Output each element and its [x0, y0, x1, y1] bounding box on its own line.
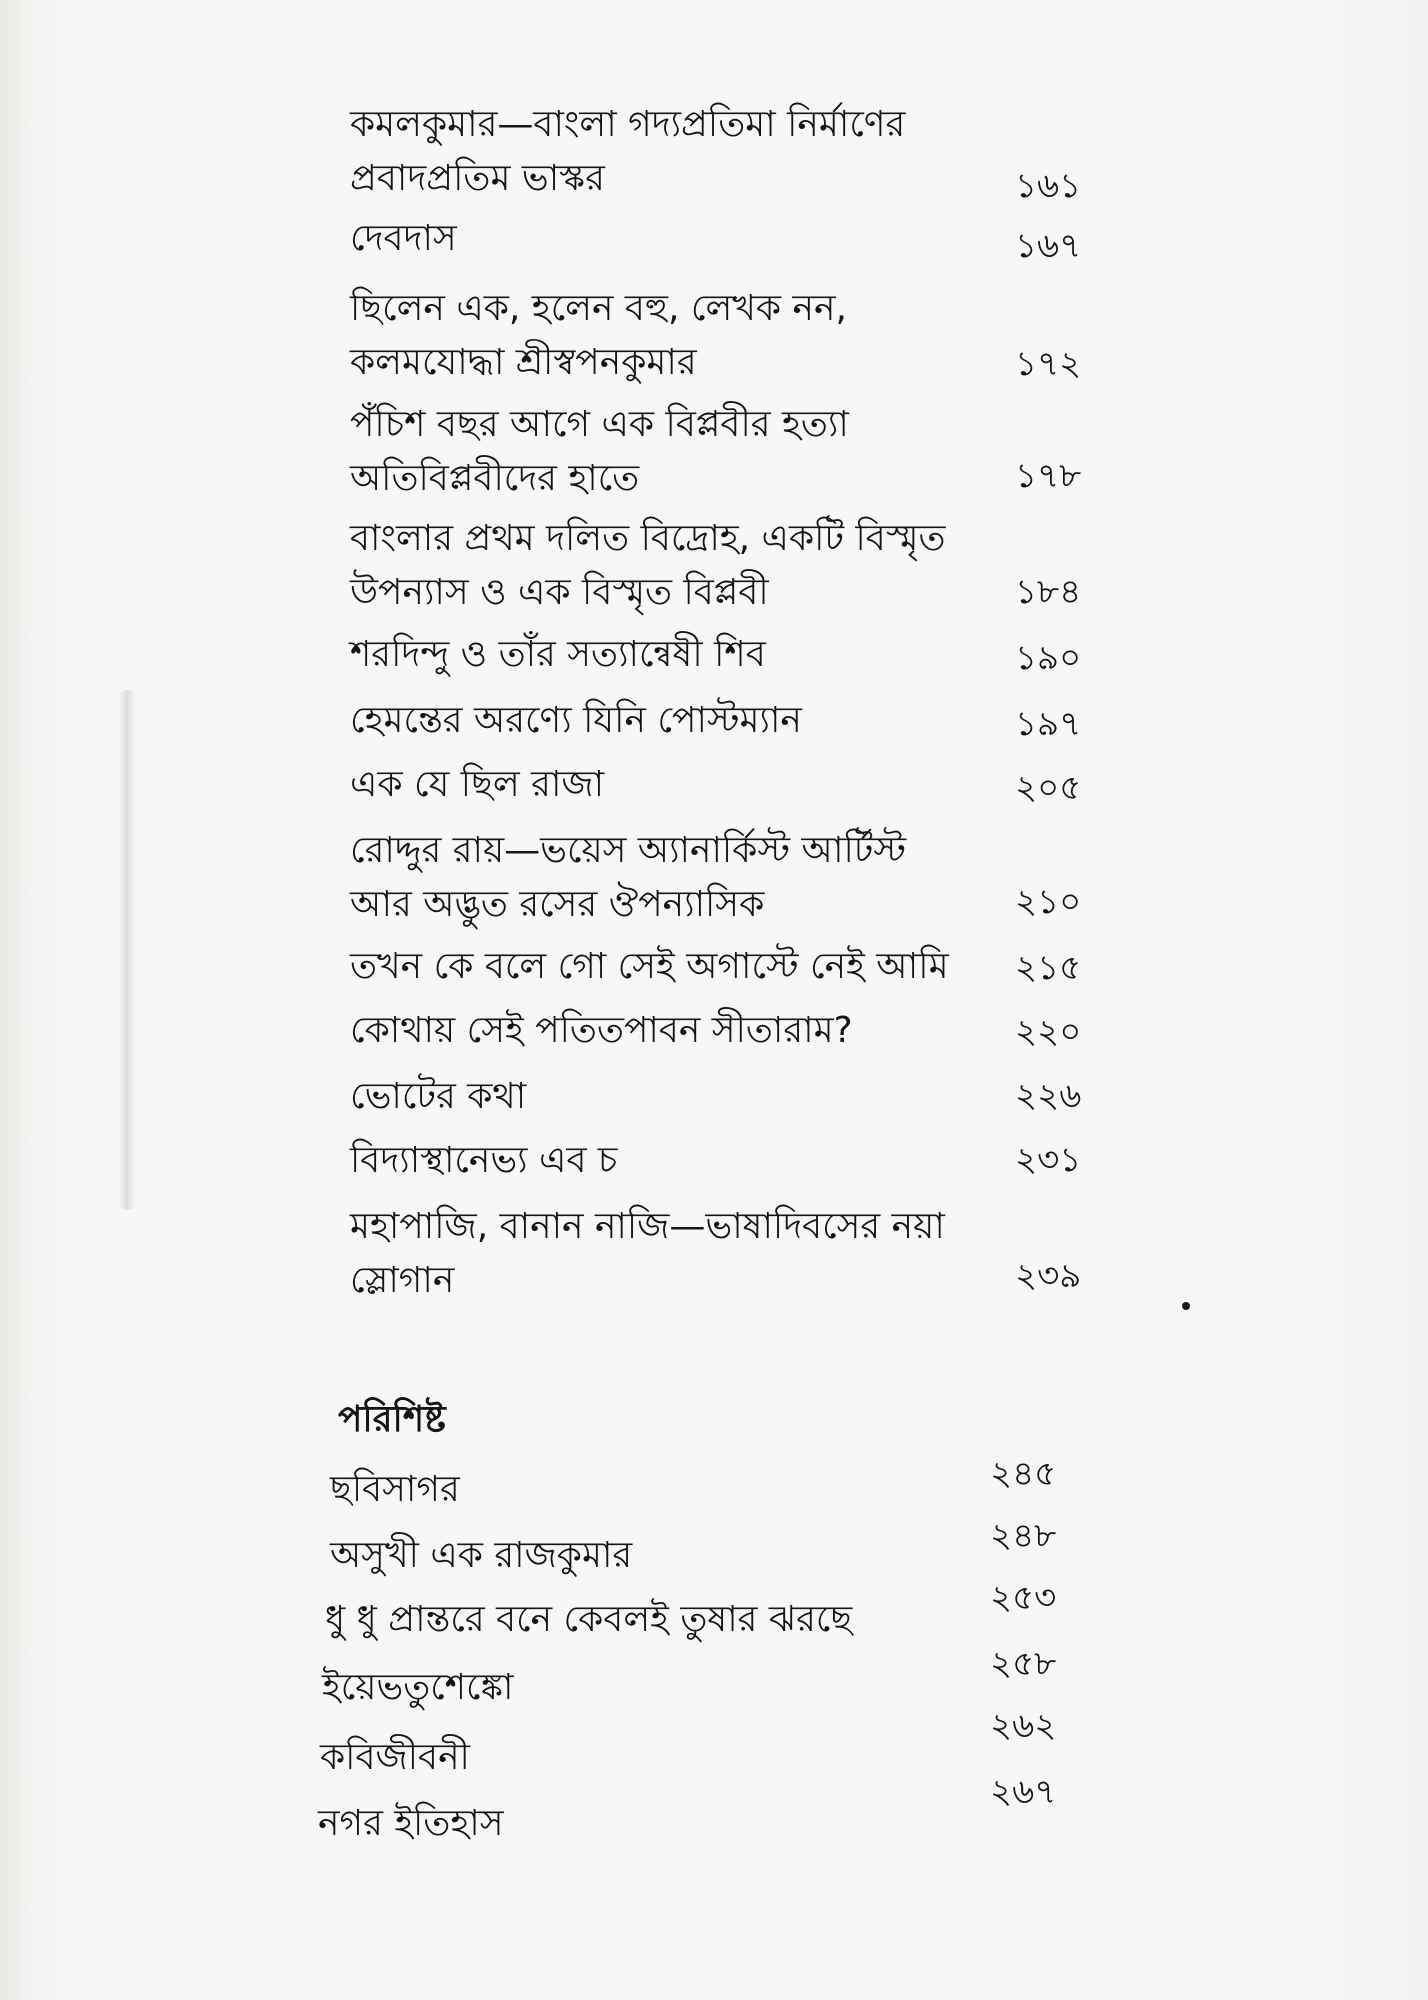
appendix-item-title: নগর ইতিহাস: [318, 1803, 504, 1844]
appendix-item-page: ২৪৮: [990, 1516, 1057, 1556]
toc-entry-title: রোদ্দুর রায়—ভয়েস অ্যানার্কিস্ট আর্টিস্ট আর অদ্ভুত রসের ঔপন্যাসিক: [350, 830, 907, 925]
toc-entry: [350, 1200, 1082, 1308]
appendix-item-page: ২৪৫: [990, 1454, 1057, 1494]
appendix-item-title: ধু ধু প্রান্তরে বনে কেবলই তুষার ঝরছে: [325, 1599, 853, 1640]
toc-entry-title: হেমন্তের অরণ্যে যিনি পোস্টম্যান: [350, 700, 802, 741]
ink-dot: [1182, 1302, 1190, 1310]
toc-entry-page: ১৬৭: [1015, 226, 1082, 266]
toc-entry-title: শরদিন্দু ও তাঁর সত্যান্বেষী শিব: [350, 634, 766, 675]
toc-entry-page: ১৯০: [1015, 638, 1082, 678]
toc-entry-page: ২১৫: [1015, 948, 1082, 988]
toc-entry-title: ভোটের কথা: [350, 1076, 527, 1117]
toc-entry: [350, 940, 1082, 994]
appendix-heading: পরিশিষ্ট: [338, 1399, 446, 1440]
toc-entry-title: এক যে ছিল রাজা: [350, 764, 605, 805]
toc-entry-page: ২২৬: [1015, 1076, 1082, 1116]
toc-entry-page: ১৯৭: [1015, 704, 1082, 744]
toc-entry-title: পঁচিশ বছর আগে এক বিপ্লবীর হত্যা অতিবিপ্লবীদের হাতে: [350, 404, 849, 499]
appendix-item-title: ছবিসাগর: [330, 1469, 460, 1510]
toc-entry: [350, 282, 1082, 390]
toc-entry: [350, 1134, 1082, 1188]
toc-entry-title: তখন কে বলে গো সেই অগাস্টে নেই আমি: [350, 946, 949, 987]
appendix-item-page: ২৫৮: [990, 1644, 1057, 1684]
appendix-item-page: ২৬২: [990, 1706, 1057, 1746]
appendix-item-title: অসুখী এক রাজকুমার: [330, 1535, 633, 1576]
toc-entry-title: দেবদাস: [350, 218, 457, 259]
toc-entry-title: কোথায় সেই পতিতপাবন সীতারাম?: [350, 1010, 853, 1051]
toc-entry-page: ২১০: [1015, 882, 1082, 922]
toc-entry: [350, 512, 1082, 620]
toc-entry-title: মহাপাজি, বানান নাজি—ভাষাদিবসের নয়া স্লোগান: [350, 1206, 945, 1301]
toc-entry-page: ১৬১: [1015, 166, 1082, 206]
toc-entry-title: ছিলেন এক, হলেন বহু, লেখক নন, কলমযোদ্ধা শ্রীস্বপনকুমার: [350, 288, 847, 383]
toc-entry: [350, 824, 1082, 932]
toc-entry-title: বাংলার প্রথম দলিত বিদ্রোহ, একটি বিস্মৃত উপন্যাস ও এক বিস্মৃত বিপ্লবী: [350, 518, 946, 613]
toc-entry-page: ২৩৯: [1015, 1256, 1082, 1296]
toc-entry-page: ২২০: [1015, 1012, 1082, 1052]
appendix-item-title: ইয়েভতুশেঙ্কো: [322, 1667, 514, 1708]
appendix-item-page: ২৬৭: [990, 1772, 1057, 1812]
toc-entry-title: কমলকুমার—বাংলা গদ্যপ্রতিমা নির্মাণের প্রবাদপ্রতিম ভাস্কর: [350, 104, 906, 199]
toc-entry-page: ২৩১: [1015, 1140, 1082, 1180]
toc-entry: [350, 758, 1082, 812]
appendix-item-page: ২৫৩: [990, 1578, 1057, 1618]
toc-entry: [350, 98, 1082, 206]
toc-entry: [350, 1004, 1082, 1058]
appendix-item-title: কবিজীবনী: [320, 1737, 470, 1778]
toc-entry: [350, 628, 1082, 682]
toc-entry-page: ১৮৪: [1015, 572, 1082, 612]
toc-entry: [350, 212, 1082, 266]
toc-entry: [350, 398, 1082, 506]
toc-entry-title: বিদ্যাস্থানেভ্য এব চ: [350, 1140, 618, 1181]
toc-entry-page: ১৭৮: [1015, 456, 1082, 496]
toc-entry-page: ২০৫: [1015, 768, 1082, 808]
toc-entry: [350, 694, 1082, 748]
toc-entry-page: ১৭২: [1015, 344, 1082, 384]
toc-entry: [350, 1070, 1082, 1124]
